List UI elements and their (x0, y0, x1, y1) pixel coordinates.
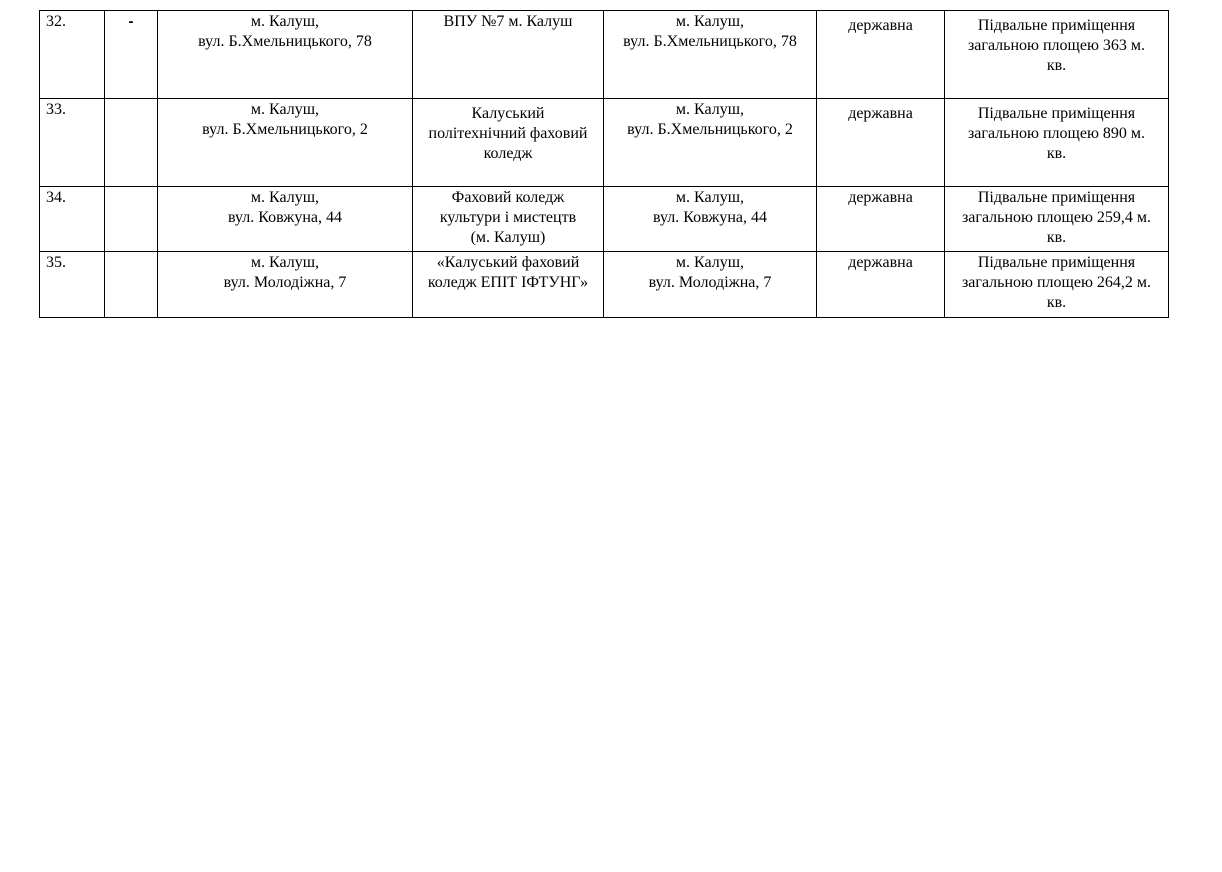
owner-name-cell (413, 252, 604, 318)
shelter-address-street: вул. Ковжуна, 44 (228, 209, 342, 226)
shelter-description-line: загальною площею 890 м. (967, 125, 1146, 142)
shelter-description-line: загальною площею 363 м. (967, 37, 1146, 54)
owner-name-cell (413, 99, 604, 187)
shelter-address-cell (158, 99, 413, 187)
row-number: 32. (40, 11, 105, 99)
shelter-address-street: вул. Б.Хмельницького, 2 (202, 121, 368, 138)
ownership-type: державна (817, 11, 945, 99)
ownership-type: державна (817, 187, 945, 252)
shelter-description-line: кв. (1046, 294, 1067, 311)
shelter-description-line: загальною площею 264,2 м. (961, 274, 1152, 291)
row-number: 33. (40, 99, 105, 187)
row-mark: - (105, 11, 158, 99)
ownership-type: державна (817, 99, 945, 187)
owner-name-line: ВПУ №7 м. Калуш (443, 13, 573, 30)
owner-name-line: політехнічний фаховий (428, 125, 588, 142)
owner-address-street: вул. Б.Хмельницького, 2 (627, 121, 793, 138)
owner-address-cell (604, 252, 817, 318)
shelter-description-line: Підвальне приміщення (977, 105, 1136, 122)
owner-address-city: м. Калуш, (675, 189, 745, 206)
shelter-description-line: Підвальне приміщення (977, 254, 1136, 271)
shelter-address-city: м. Калуш, (250, 254, 320, 271)
owner-name-line: Калуський (471, 105, 545, 122)
shelter-description-cell (945, 11, 1169, 99)
row-mark (105, 187, 158, 252)
shelter-address-street: вул. Молодіжна, 7 (223, 274, 347, 291)
shelter-address-cell (158, 252, 413, 318)
owner-name-line: коледж (483, 145, 533, 162)
owner-address-street: вул. Молодіжна, 7 (648, 274, 772, 291)
shelter-address-city: м. Калуш, (250, 13, 320, 30)
shelter-description-line: кв. (1046, 57, 1067, 74)
owner-address-street: вул. Б.Хмельницького, 78 (623, 33, 797, 50)
shelter-description-line: кв. (1046, 229, 1067, 246)
owner-name-line: культури і мистецтв (439, 209, 577, 226)
shelter-address-city: м. Калуш, (250, 189, 320, 206)
owner-address-street: вул. Ковжуна, 44 (653, 209, 767, 226)
shelter-description-line: кв. (1046, 145, 1067, 162)
shelter-address-cell (158, 11, 413, 99)
owner-address-cell (604, 187, 817, 252)
owner-address-cell (604, 99, 817, 187)
shelter-address-cell (158, 187, 413, 252)
shelter-description-line: Підвальне приміщення (977, 189, 1136, 206)
shelter-description-cell (945, 252, 1169, 318)
owner-name-line: Фаховий коледж (451, 189, 565, 206)
owner-address-city: м. Калуш, (675, 254, 745, 271)
row-mark (105, 99, 158, 187)
owner-name-line: коледж ЕПІТ ІФТУНГ» (427, 274, 589, 291)
row-mark (105, 252, 158, 318)
row-number: 34. (40, 187, 105, 252)
row-number: 35. (40, 252, 105, 318)
shelter-address-street: вул. Б.Хмельницького, 78 (198, 33, 372, 50)
table-row (40, 99, 1169, 187)
table-row (40, 11, 1169, 99)
owner-address-city: м. Калуш, (675, 13, 745, 30)
table-row (40, 187, 1169, 252)
shelter-description-line: загальною площею 259,4 м. (961, 209, 1152, 226)
shelter-address-city: м. Калуш, (250, 101, 320, 118)
shelter-description-cell (945, 99, 1169, 187)
shelter-description-line: Підвальне приміщення (977, 17, 1136, 34)
owner-address-cell (604, 11, 817, 99)
owner-address-city: м. Калуш, (675, 101, 745, 118)
ownership-type: державна (817, 252, 945, 318)
owner-name-line: «Калуський фаховий (436, 254, 580, 271)
owner-name-cell (413, 11, 604, 99)
shelter-description-cell (945, 187, 1169, 252)
owner-name-cell (413, 187, 604, 252)
table-row (40, 252, 1169, 318)
shelter-table (39, 10, 1169, 318)
owner-name-line: (м. Калуш) (470, 229, 546, 246)
